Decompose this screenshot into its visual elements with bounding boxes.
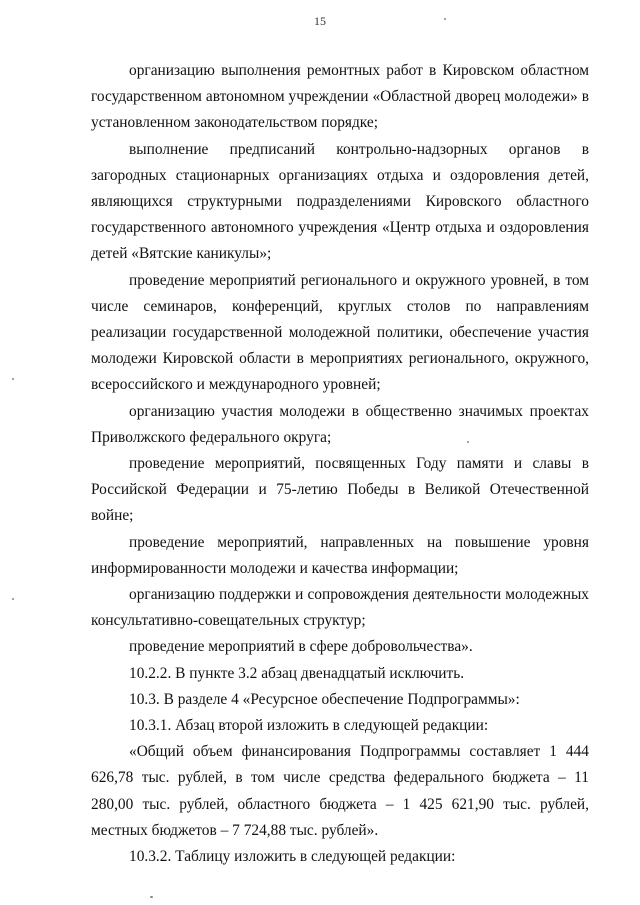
paragraph-financing-amount: «Общий объем финансирования Подпрограммы составляет 1 444 626,78 тыс. рублей, в том числе средства федерального бюджета – 11 280,00 тыс. рублей, областного бюджета – 1 425 621,90 тыс. рублей, местных бюджетов – 7 724,88 тыс. рублей». (91, 743, 589, 839)
paragraph-repair-works: организацию выполнения ремонтных работ в Кировском областном государственном автономном учреждении «Областной дворец молодежи» в установленном законодательством порядке; (91, 62, 589, 132)
document-body (91, 58, 589, 870)
paragraph-advisory-structures: организацию поддержки и сопровождения деятельности молодежных консультативно-совещательных структур; (91, 586, 589, 630)
paragraph-volga-projects: организацию участия молодежи в общественно значимых проектах Приволжского федерального округа; (91, 402, 589, 446)
paragraph-item-10-3: 10.3. В разделе 4 «Ресурсное обеспечение Подпрограммы»: (129, 690, 520, 708)
paragraph-item-10-3-2: 10.3.2. Таблицу изложить в следующей редакции: (129, 848, 456, 866)
paragraph-item-10-2-2: 10.2.2. В пункте 3.2 абзац двенадцатый исключить. (129, 664, 465, 682)
scan-speck-left (12, 378, 14, 380)
paragraph-regional-events: проведение мероприятий регионального и окружного уровней, в том числе семинаров, конференций, круглых столов по направлениям реализации государственной молодежной политики, обеспечение участия молодежи Кировской области в мероприятиях регионального, окружного, всероссийского и международного уровней; (91, 271, 589, 394)
paragraph-item-10-3-1: 10.3.1. Абзац второй изложить в следующей редакции: (129, 717, 489, 735)
scan-speck-top-right (444, 18, 446, 20)
paragraph-volunteering: проведение мероприятий в сфере добровольчества». (129, 638, 473, 656)
scan-speck-left-lower (12, 598, 14, 600)
paragraph-memory-year: проведение мероприятий, посвященных Году памяти и славы в Российской Федерации и 75-летию Победы в Великой Отечественной войне; (91, 455, 589, 525)
paragraph-information-level: проведение мероприятий, направленных на повышение уровня информированности молодежи и качества информации; (91, 533, 589, 577)
scan-speck-bottom (150, 896, 153, 898)
paragraph-inspection-orders: выполнение предписаний контрольно-надзорных органов в загородных стационарных организациях отдыха и оздоровления детей, являющихся структурными подразделениями Кировского областного государственного автономного учреждения «Центр отдыха и оздоровления детей «Вятские каникулы»; (91, 140, 589, 263)
scan-speck-right (467, 441, 469, 443)
page-number: 15 (314, 14, 326, 28)
